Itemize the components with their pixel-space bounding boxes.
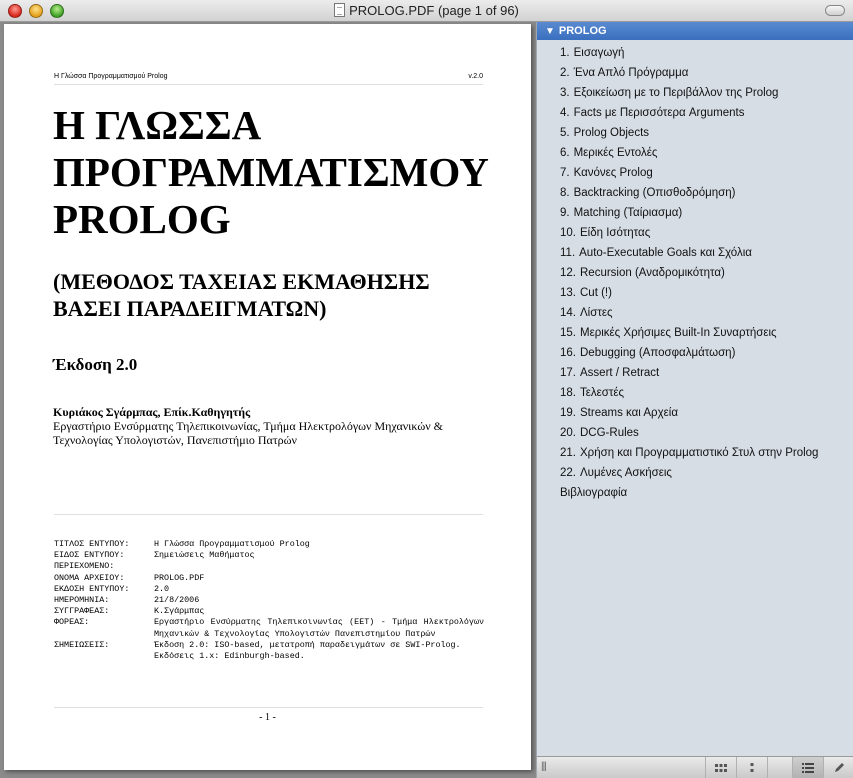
document-view[interactable] bbox=[0, 22, 536, 778]
outline-item[interactable] bbox=[537, 223, 853, 243]
footer-divider bbox=[54, 707, 483, 708]
outline-item-label: Χρήση και Προγραμματιστικό Στυλ στην Prolog bbox=[580, 447, 819, 459]
metadata-row bbox=[54, 539, 484, 550]
toc-icon bbox=[802, 763, 814, 773]
outline-item-label: Μερικές Χρήσιμες Built-In Συναρτήσεις bbox=[580, 327, 777, 339]
outline-item-label: Ένα Απλό Πρόγραμμα bbox=[573, 67, 689, 79]
metadata-key: ΠΕΡΙΕΧΟΜΕΝΟ: bbox=[54, 561, 115, 572]
outline-header[interactable] bbox=[537, 22, 853, 40]
metadata-row bbox=[54, 584, 484, 595]
outline-item-number: 15. bbox=[560, 327, 576, 339]
outline-item-label: Recursion (Αναδρομικότητα) bbox=[580, 267, 725, 279]
outline-item-number: 21. bbox=[560, 447, 576, 459]
page-header-title: Η Γλώσσα Προγραμματισμού Prolog bbox=[54, 73, 168, 80]
metadata-row bbox=[54, 595, 484, 606]
outline-sidebar bbox=[536, 22, 853, 756]
outline-item[interactable] bbox=[537, 203, 853, 223]
document-title bbox=[53, 102, 493, 243]
author-affiliation: Εργαστήριο Ενσύρματης Τηλεπικοινωνίας, Τμήμα Ηλεκτρολόγων Μηχανικών & Τεχνολογίας Υπολογιστών, Πανεπιστήμιο Πατρών bbox=[53, 419, 444, 447]
outline-item-label: Backtracking (Οπισθοδρόμηση) bbox=[573, 187, 736, 199]
outline-item-number: 11. bbox=[560, 247, 576, 259]
outline-item-number: 6. bbox=[560, 147, 570, 159]
outline-item-number: 12. bbox=[560, 267, 576, 279]
outline-item-label: Τελεστές bbox=[580, 387, 625, 399]
metadata-key: ΟΝΟΜΑ ΑΡΧΕΙΟΥ: bbox=[54, 572, 125, 583]
document-subtitle bbox=[53, 268, 493, 322]
outline-item-label: Είδη Ισότητας bbox=[580, 227, 651, 239]
outline-item[interactable] bbox=[537, 363, 853, 383]
title-line: ΠΡΟΓΡΑΜΜΑΤΙΣΜΟΥ bbox=[53, 149, 489, 195]
outline-item-label: Matching (Ταίριασμα) bbox=[573, 207, 683, 219]
outline-item[interactable] bbox=[537, 163, 853, 183]
page-number: - 1 - bbox=[259, 712, 276, 723]
thumbnails-icon bbox=[715, 764, 727, 772]
outline-item[interactable] bbox=[537, 123, 853, 143]
split-icon bbox=[750, 763, 754, 773]
outline-item-label: Εισαγωγή bbox=[573, 47, 625, 59]
metadata-key: ΕΚΔΟΣΗ ΕΝΤΥΠΟΥ: bbox=[54, 583, 130, 594]
metadata-value: Η Γλώσσα Προγραμματισμού Prolog bbox=[154, 539, 310, 549]
outline-item-number: 17. bbox=[560, 367, 576, 379]
outline-item-number: 10. bbox=[560, 227, 576, 239]
outline-item[interactable] bbox=[537, 243, 853, 263]
outline-item-number: 13. bbox=[560, 287, 576, 299]
pencil-icon bbox=[834, 762, 845, 773]
outline-item-number: 4. bbox=[560, 107, 570, 119]
outline-item[interactable] bbox=[537, 263, 853, 283]
outline-item-label: Assert / Retract bbox=[580, 367, 660, 379]
metadata-value: Έκδοση 2.0: ISO-based, μετατροπή παραδειγμάτων σε SWI-Prolog. bbox=[154, 639, 461, 650]
outline-item[interactable] bbox=[537, 423, 853, 443]
edition-label: Έκδοση 2.0 bbox=[53, 355, 138, 374]
document-icon[interactable] bbox=[334, 3, 345, 17]
metadata-value: 2.0 bbox=[154, 583, 170, 594]
title-line: Η ΓΛΩΣΣΑ bbox=[53, 102, 262, 148]
metadata-row bbox=[54, 606, 484, 617]
outline-item[interactable] bbox=[537, 323, 853, 343]
outline-item[interactable] bbox=[537, 103, 853, 123]
outline-item[interactable] bbox=[537, 443, 853, 463]
outline-item-number: 18. bbox=[560, 387, 576, 399]
metadata-row bbox=[54, 550, 484, 561]
outline-item[interactable] bbox=[537, 343, 853, 363]
outline-item-number: 16. bbox=[560, 347, 576, 359]
outline-item[interactable] bbox=[537, 303, 853, 323]
window-title-wrap bbox=[0, 3, 853, 18]
metadata-row bbox=[54, 573, 484, 584]
outline-view-button[interactable] bbox=[792, 757, 823, 778]
grip-icon[interactable]: ||| bbox=[541, 761, 546, 772]
metadata-key: ΗΜΕΡΟΜΗΝΙΑ: bbox=[54, 595, 110, 606]
metadata-key bbox=[54, 651, 154, 662]
page-header-version: v.2.0 bbox=[468, 73, 483, 80]
outline-item-number: 19. bbox=[560, 407, 576, 419]
outline-item-label: DCG-Rules bbox=[580, 427, 639, 439]
outline-item[interactable] bbox=[537, 383, 853, 403]
metadata-value: Εκδόσεις 1.x: Edinburgh-based. bbox=[154, 651, 305, 662]
document-metadata bbox=[54, 539, 484, 662]
outline-item[interactable] bbox=[537, 43, 853, 63]
metadata-row bbox=[54, 640, 484, 651]
outline-item-number: 8. bbox=[560, 187, 570, 199]
title-line: PROLOG bbox=[53, 196, 231, 242]
outline-item-label: Streams και Αρχεία bbox=[580, 407, 678, 419]
metadata-value: 21/8/2006 bbox=[154, 595, 200, 606]
metadata-value: Σημειώσεις Μαθήματος bbox=[154, 550, 255, 561]
author-name: Κυριάκος Σγάρμπας, Επίκ.Καθηγητής bbox=[53, 405, 251, 419]
window-titlebar bbox=[0, 0, 853, 22]
outline-item[interactable] bbox=[537, 403, 853, 423]
outline-item[interactable] bbox=[537, 283, 853, 303]
metadata-key: ΤΙΤΛΟΣ ΕΝΤΥΠΟΥ: bbox=[54, 539, 130, 549]
outline-item[interactable] bbox=[537, 183, 853, 203]
outline-item-label: Cut (!) bbox=[580, 287, 612, 299]
subtitle-line: (ΜΕΘΟΔΟΣ ΤΑΧΕΙΑΣ ΕΚΜΑΘΗΣΗΣ bbox=[53, 269, 430, 294]
outline-item-bibliography[interactable] bbox=[537, 483, 853, 503]
toolbar-toggle-button[interactable] bbox=[825, 5, 845, 16]
outline-item-number: 7. bbox=[560, 167, 570, 179]
outline-item-number: 22. bbox=[560, 467, 576, 479]
outline-item-label: Debugging (Αποσφαλμάτωση) bbox=[580, 347, 736, 359]
metadata-key: ΣΥΓΓΡΑΦΕΑΣ: bbox=[54, 606, 110, 617]
outline-item-label: Λυμένες Ασκήσεις bbox=[580, 467, 672, 479]
metadata-value: Κ.Σγάρμπας bbox=[154, 606, 205, 617]
metadata-value: Εργαστήριο Ενσύρματης Τηλεπικοινωνίας (ΕΕΤ) - Τμήμα Ηλεκτρολόγων Μηχανικών & Τεχνολογίας Υπολογιστών Πανεπιστημίου Πατρών bbox=[154, 617, 484, 639]
outline-header-label: PROLOG bbox=[558, 25, 607, 37]
outline-item-number: 9. bbox=[560, 207, 570, 219]
metadata-key: ΦΟΡΕΑΣ: bbox=[54, 617, 90, 628]
metadata-key: ΕΙΔΟΣ ΕΝΤΥΠΟΥ: bbox=[54, 550, 125, 561]
outline-item-label: Λίστες bbox=[580, 307, 613, 319]
outline-item-number: 5. bbox=[560, 127, 570, 139]
metadata-row bbox=[54, 651, 484, 662]
annotate-button[interactable] bbox=[823, 757, 853, 778]
thumbnails-view-button[interactable] bbox=[705, 757, 736, 778]
outline-item-number: 14. bbox=[560, 307, 576, 319]
window-title: PROLOG.PDF (page 1 of 96) bbox=[349, 3, 519, 18]
pdf-page bbox=[4, 24, 531, 770]
outline-item-number: 3. bbox=[560, 87, 570, 99]
metadata-row bbox=[54, 561, 484, 572]
disclosure-triangle-icon[interactable]: ▼ bbox=[545, 26, 555, 37]
outline-item[interactable] bbox=[537, 143, 853, 163]
outline-item-label: Εξοικείωση με το Περιβάλλον της Prolog bbox=[573, 87, 779, 99]
single-column-view-button[interactable] bbox=[736, 757, 767, 778]
outline-item-label: Κανόνες Prolog bbox=[573, 167, 653, 179]
divider bbox=[54, 514, 483, 515]
outline-item-label: Facts με Περισσότερα Arguments bbox=[573, 107, 745, 119]
metadata-key: ΣΗΜΕΙΩΣΕΙΣ: bbox=[54, 639, 110, 650]
outline-item[interactable] bbox=[537, 463, 853, 483]
page-header bbox=[54, 73, 483, 85]
outline-list bbox=[537, 40, 853, 503]
outline-item-label: Βιβλιογραφία bbox=[560, 487, 628, 499]
metadata-row bbox=[54, 617, 484, 639]
sidebar-bottom-bar bbox=[536, 756, 853, 778]
outline-item-label: Auto-Executable Goals και Σχόλια bbox=[579, 247, 752, 259]
outline-item[interactable] bbox=[537, 63, 853, 83]
outline-item-number: 1. bbox=[560, 47, 570, 59]
metadata-value bbox=[154, 561, 484, 572]
metadata-value: PROLOG.PDF bbox=[154, 572, 205, 583]
outline-item-number: 2. bbox=[560, 67, 570, 79]
outline-item-number: 20. bbox=[560, 427, 576, 439]
subtitle-line: ΒΑΣΕΙ ΠΑΡΑΔΕΙΓΜΑΤΩΝ) bbox=[53, 296, 327, 321]
outline-item-label: Μερικές Εντολές bbox=[573, 147, 658, 159]
outline-item[interactable] bbox=[537, 83, 853, 103]
outline-item-label: Prolog Objects bbox=[573, 127, 650, 139]
